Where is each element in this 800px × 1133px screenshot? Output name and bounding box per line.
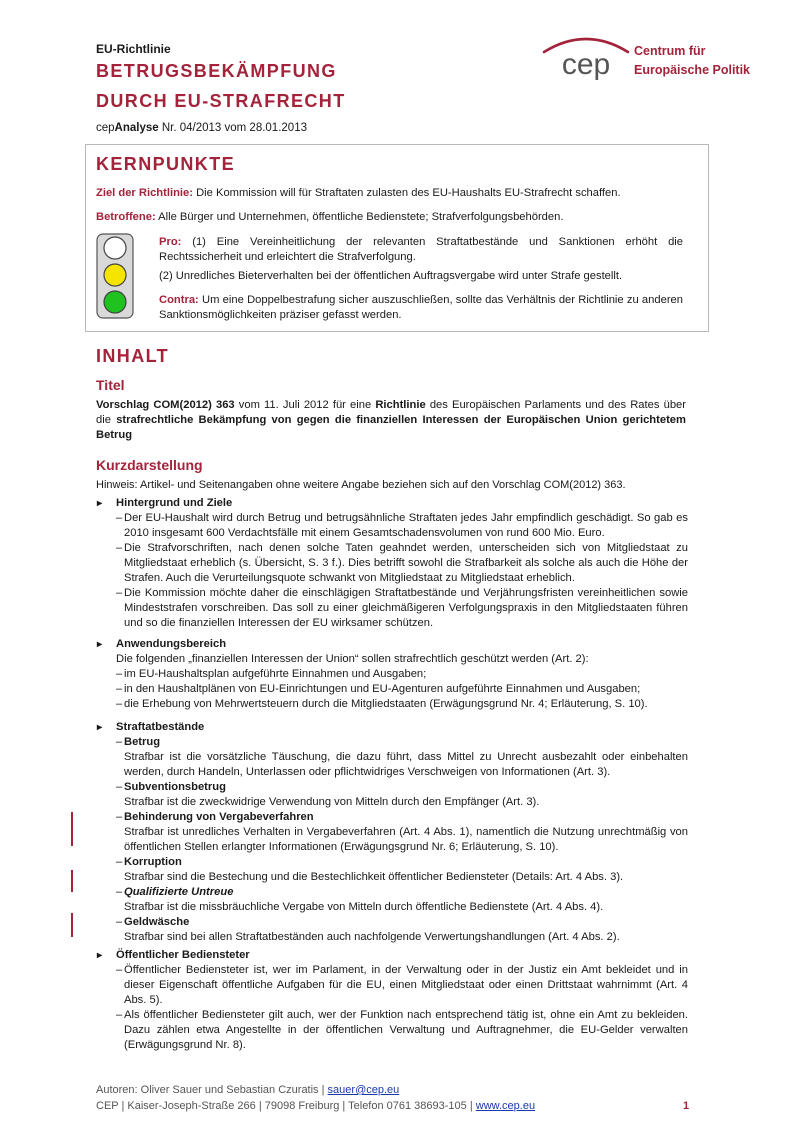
traffic-light-icon	[96, 233, 134, 319]
list-item: – im EU-Haushaltsplan aufgeführte Einnahmen und Ausgaben;	[96, 667, 688, 682]
hinweis-note: Hinweis: Artikel- und Seitenangaben ohne weitere Angabe beziehen sich auf den Vorschlag COM(2012) 363.	[96, 479, 626, 491]
pro-label: Pro:	[159, 236, 182, 248]
subtext-korruption: Strafbar sind die Bestechung und die Bestechlichkeit öffentlicher Bediensteter (Details: Art. 4 Abs. 3).	[124, 871, 624, 883]
kernpunkte-heading: KERNPUNKTE	[96, 154, 236, 174]
traffic-light-green	[104, 291, 126, 313]
ziel-label: Ziel der Richtlinie:	[96, 187, 193, 199]
subtext-subventionsbetrug: Strafbar ist die zweckwidrige Verwendung von Mitteln durch den Empfänger (Art. 3).	[124, 796, 540, 808]
titel-bold-3: strafrechtliche Bekämpfung von gegen die finanziellen Interessen der Europäischen Union gerichtetem Betrug	[96, 414, 686, 441]
footer-address	[96, 1099, 535, 1114]
titel-bold-2: Richtlinie	[375, 399, 426, 411]
subtext-geldwaesche: Strafbar sind bei allen Straftatbeständen auch nachfolgende Verwertungshandlungen (Art. 4 Abs. 2).	[124, 931, 620, 943]
kernpunkte-pro-2: (2) Unredliches Bieterverhalten bei der öffentlichen Auftragsvergabe wird unter Strafe gestellt.	[159, 270, 623, 282]
analysis-reference	[96, 121, 307, 136]
org-name-line2: Europäische Politik	[634, 63, 751, 77]
change-marker	[71, 870, 73, 892]
inhalt-heading: INHALT	[96, 346, 170, 366]
list-item: – Als öffentlicher Bediensteter gilt auch, wer der Funktion nach entsprechend tätig ist, ohne ein Amt zu bekleiden. Dazu zählen etwa Angestellte in der öffentlichen Verwaltung und Auftragnehmer, die EU-Gelder verwalten (Erwägungsgrund Nr. 8).	[96, 1008, 688, 1053]
address-text: CEP | Kaiser-Joseph-Straße 266 | 79098 Freiburg | Telefon 0761 38693-105 |	[96, 1100, 476, 1112]
titel-text	[96, 398, 686, 443]
list-item: – in den Haushaltplänen von EU-Einrichtungen und EU-Agenturen aufgeführte Einnahmen und Ausgaben;	[96, 682, 688, 697]
list-item: – Der EU-Haushalt wird durch Betrug und betrugsähnliche Straftaten jedes Jahr empfindlich geschädigt. So gab es 2010 insgesamt 600 Verdachtsfälle mit einem Gesamtschadensvolumen von rund 600 Mio. Euro.	[96, 511, 688, 541]
page-number: 1	[683, 1100, 690, 1112]
analysis-number-date: Nr. 04/2013 vom 28.01.2013	[158, 122, 307, 134]
subtext-qualifizierte-untreue: Strafbar ist die missbräuchliche Vergabe von Mitteln durch öffentliche Bedienstete (Art. 4 Abs. 4).	[124, 901, 604, 913]
kernpunkte-ziel	[96, 186, 702, 201]
betroffene-label: Betroffene:	[96, 211, 156, 223]
subheading-betrug: – Betrug	[96, 735, 688, 750]
section-heading-hintergrund: ▸ Hintergrund und Ziele	[96, 496, 688, 511]
titel-text-2: des Europäischen Parlaments und des Rates über die	[96, 399, 686, 426]
authors-text: Autoren: Oliver Sauer und Sebastian Czuratis |	[96, 1084, 328, 1096]
change-marker	[71, 913, 73, 937]
titel-heading: Titel	[96, 377, 125, 393]
section-intro: Die folgenden „finanziellen Interessen der Union“ sollen strafrechtlich geschützt werden (Art. 2):	[116, 653, 589, 665]
ziel-text: Die Kommission will für Straftaten zulasten des EU-Haushalts EU-Strafrecht schaffen.	[192, 187, 621, 199]
kurzdarstellung-heading: Kurzdarstellung	[96, 457, 203, 473]
list-item: – die Erhebung von Mehrwertsteuern durch die Mitgliedstaaten (Erwägungsgrund Nr. 4; Erläuterung, S. 10).	[96, 697, 688, 712]
analysis-prefix: cep	[96, 122, 115, 134]
subheading-vergabeverfahren: – Behinderung von Vergabeverfahren	[96, 810, 688, 825]
change-marker	[71, 812, 73, 846]
titel-text-1: vom 11. Juli 2012 für eine	[234, 399, 376, 411]
subheading-geldwaesche: – Geldwäsche	[96, 915, 688, 930]
section-heading-anwendungsbereich: ▸ Anwendungsbereich	[96, 637, 688, 652]
betroffene-text: Alle Bürger und Unternehmen, öffentliche Bedienstete; Strafverfolgungsbehörden.	[155, 211, 564, 223]
subheading-subventionsbetrug: – Subventionsbetrug	[96, 780, 688, 795]
kernpunkte-pro	[159, 235, 683, 265]
subtext-vergabeverfahren: Strafbar ist unredliches Verhalten in Vergabeverfahren (Art. 4 Abs. 1), namentlich die Nutzung unrechtmäßig von öffentlichen Stellen erlangter Informationen (Erwägungsgrund Nr. 6; Erläuterung, S. 10).	[124, 826, 688, 853]
section-heading-oeffentlicher-bediensteter: ▸ Öffentlicher Bediensteter	[96, 948, 688, 963]
traffic-light-yellow	[104, 264, 126, 286]
section-anwendungsbereich	[96, 637, 688, 712]
footer-authors	[96, 1083, 399, 1098]
analysis-label: Analyse	[114, 122, 159, 134]
list-item: – Öffentlicher Bediensteter ist, wer im Parlament, in der Verwaltung oder in der Justiz ein Amt bekleidet und in dieser Eigenschaft öffentliche Aufgaben für die EU, einen Mitgliedstaat oder einen Drittstaat wahrnimmt (Art. 4 Abs. 5).	[96, 963, 688, 1008]
kernpunkte-betroffene	[96, 210, 702, 225]
page-title-line2: DURCH EU-STRAFRECHT	[96, 91, 346, 111]
document-type: EU-Richtlinie	[96, 42, 171, 56]
email-link[interactable]: sauer@cep.eu	[327, 1084, 400, 1096]
org-name-line1: Centrum für	[634, 44, 706, 58]
cep-logo	[536, 28, 636, 83]
subtext-betrug: Strafbar ist die vorsätzliche Täuschung, die dazu führt, dass Mittel zu Unrecht ausbezahlt oder einbehalten werden, durch Handeln, Unterlassen oder pflichtwidriges Verschweigen von Informationen (Art. 3).	[124, 751, 688, 778]
contra-label: Contra:	[159, 294, 199, 306]
titel-bold-1: Vorschlag COM(2012) 363	[96, 399, 235, 411]
subheading-qualifizierte-untreue: – Qualifizierte Untreue	[96, 885, 688, 900]
kernpunkte-contra	[159, 293, 683, 323]
section-heading-straftatbestaende: ▸ Straftatbestände	[96, 720, 688, 735]
section-straftatbestaende	[96, 720, 688, 945]
section-hintergrund	[96, 496, 688, 631]
list-item: – Die Kommission möchte daher die einschlägigen Straftatbestände und Verjährungsfristen vereinheitlichen sowie Mindeststrafen vorschreiben. Das soll zu einer gleichmäßigeren Verfolgungspraxis in den Mitgliedstaaten führen und so die finanziellen Interessen der EU wirksamer schützen.	[96, 586, 688, 631]
list-item: – Die Strafvorschriften, nach denen solche Taten geahndet werden, unterscheiden sich von Mitgliedstaat zu Mitgliedstaat erheblich (s. Übersicht, S. 3 f.). Dies betrifft sowohl die Strafbarkeit als solche als auch die Höhe der Strafen. Auch die Verurteilungsquote schwankt von Mitgliedstaat zu Mitgliedstaat erheblich.	[96, 541, 688, 586]
website-link[interactable]: www.cep.eu	[475, 1100, 536, 1112]
section-oeffentlicher-bediensteter	[96, 948, 688, 1053]
logo-text: cep	[561, 48, 611, 81]
contra-text: Um eine Doppelbestrafung sicher auszuschließen, sollte das Verhältnis der Richtlinie zu anderen Sanktionsmöglichkeiten präziser gefasst werden.	[159, 294, 683, 321]
traffic-light-white	[104, 237, 126, 259]
subheading-korruption: – Korruption	[96, 855, 688, 870]
pro-text: (1) Eine Vereinheitlichung der relevanten Straftatbestände und Sanktionen erhöht die Rechtssicherheit und erleichtert die Strafverfolgung.	[159, 236, 683, 263]
page-title-line1: BETRUGSBEKÄMPFUNG	[96, 61, 337, 81]
